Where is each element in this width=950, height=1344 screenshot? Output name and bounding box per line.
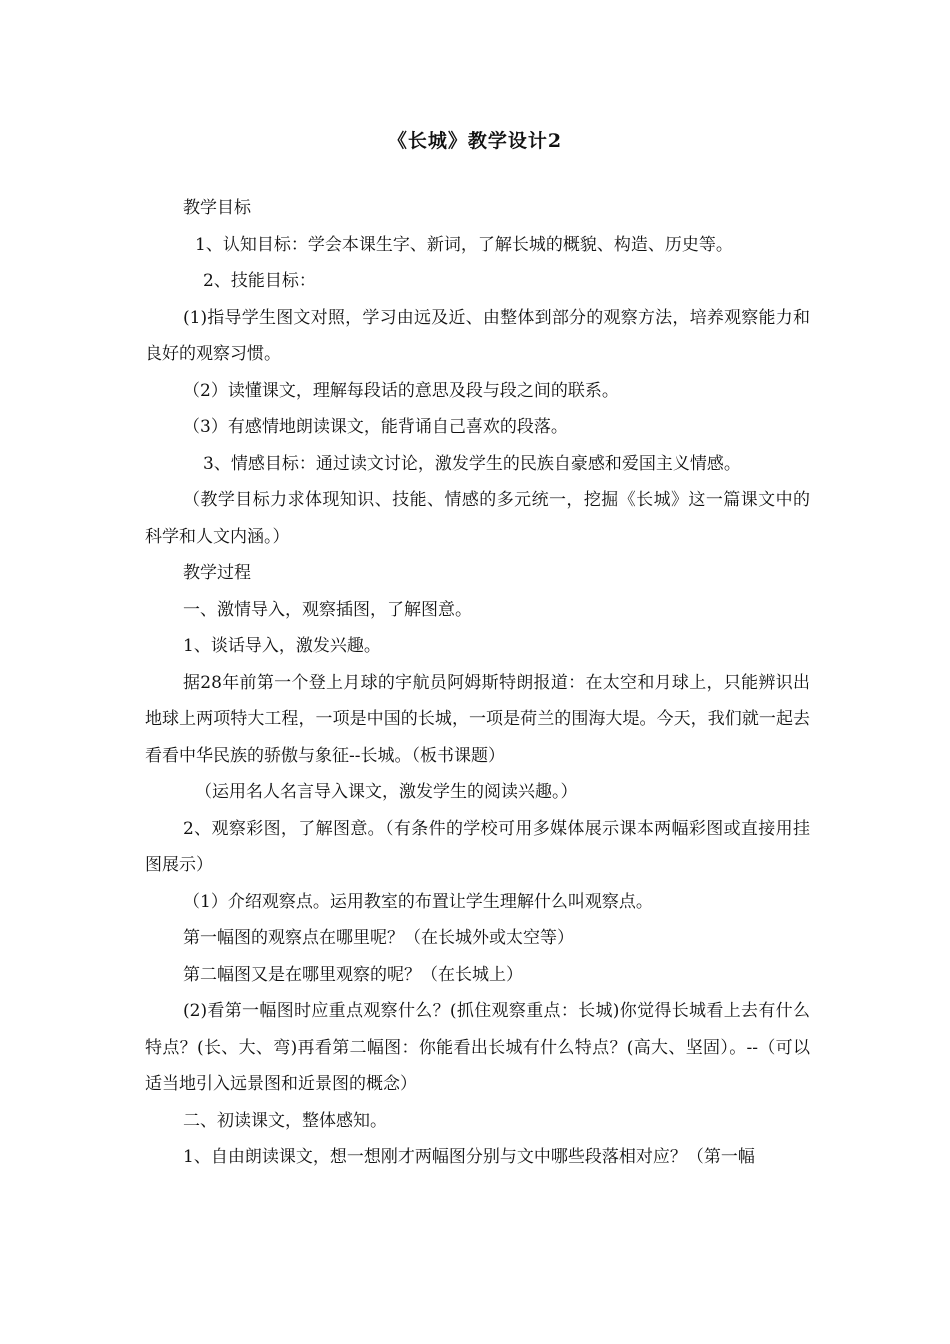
section-1-heading: 一、激情导入，观察插图，了解图意。: [183, 599, 472, 620]
skill-item-1: (1)指导学生图文对照，学习由远及近、由整体到部分的观察方法，培养观察能力和良好的观察习惯。: [145, 307, 810, 364]
goal-cognitive: 1、认知目标：学会本课生字、新词，了解长城的概貌、构造、历史等。: [195, 234, 733, 255]
skill-item-3: （3）有感情地朗读课文，能背诵自己喜欢的段落。: [183, 417, 568, 437]
heading-teaching-goals: 教学目标: [183, 198, 251, 218]
observe-point-intro: （1）介绍观察点。运用教室的布置让学生理解什么叫观察点。: [183, 891, 653, 912]
heading-teaching-process: 教学过程: [183, 563, 251, 583]
step-1-1: 1、谈话导入，激发兴趣。: [183, 636, 381, 656]
goals-note: （教学目标力求体现知识、技能、情感的多元统一，挖掘《长城》这一篇课文中的科学和人文内涵。）: [145, 490, 810, 547]
step-1-2: 2、观察彩图，了解图意。（有条件的学校可用多媒体展示课本两幅彩图或直接用挂图展示）: [145, 818, 810, 875]
question-first-picture: 第一幅图的观察点在哪里呢？（在长城外或太空等）: [183, 928, 574, 948]
intro-paragraph: 据28年前第一个登上月球的宇航员阿姆斯特朗报道：在太空和月球上，只能辨识出地球上两项特大工程，一项是中国的长城，一项是荷兰的围海大堤。今天，我们就一起去看看中华民族的骄傲与象征--长城。（板书课题）: [145, 672, 810, 766]
skill-item-2: （2）读懂课文，理解每段话的意思及段与段之间的联系。: [183, 380, 619, 401]
goal-emotional: 3、情感目标：通过读文讨论，激发学生的民族自豪感和爱国主义情感。: [203, 453, 741, 474]
observe-focus: (2)看第一幅图时应重点观察什么？(抓住观察重点：长城)你觉得长城看上去有什么特点？(长、大、弯)再看第二幅图：你能看出长城有什么特点？(高大、坚固）。--（可以适当地引入远景图和近景图的概念）: [145, 1001, 810, 1094]
intro-note: （运用名人名言导入课文，激发学生的阅读兴趣。）: [195, 782, 578, 802]
section-2-heading: 二、初读课文，整体感知。: [183, 1110, 387, 1131]
question-second-picture: 第二幅图又是在哪里观察的呢？（在长城上）: [183, 964, 523, 985]
goal-skill: 2、技能目标：: [203, 271, 316, 291]
document-body: [145, 190, 810, 1176]
document-title: 《长城》教学设计2: [387, 130, 563, 152]
step-2-1: 1、自由朗读课文，想一想刚才两幅图分别与文中哪些段落相对应？（第一幅: [183, 1147, 755, 1167]
